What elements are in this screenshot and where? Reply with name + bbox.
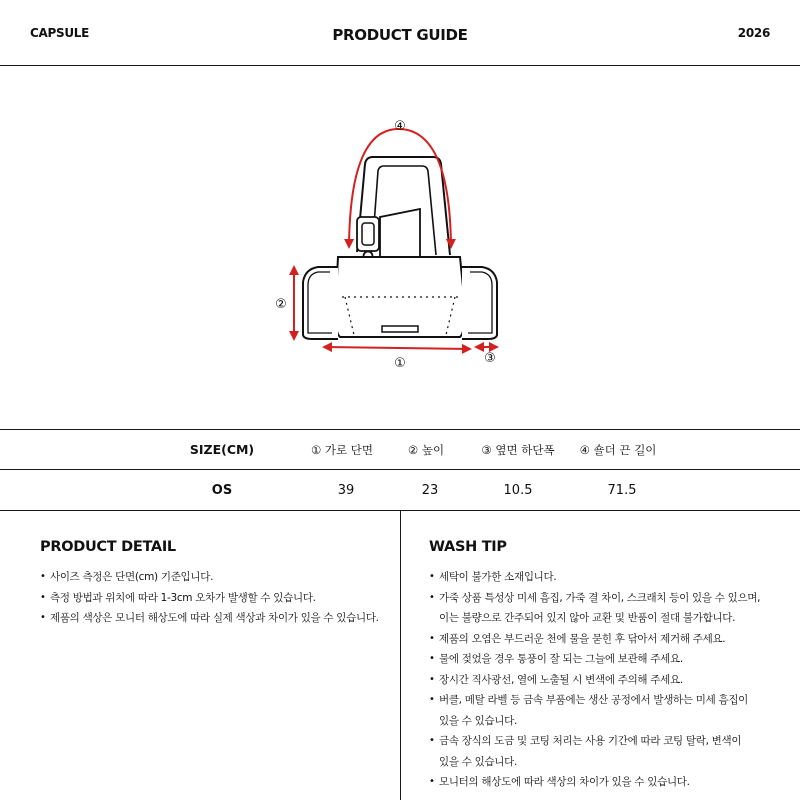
product-detail-title: PRODUCT DETAIL	[40, 539, 176, 555]
list-item-text: • 물에 젖었을 경우 통풍이 잘 되는 그늘에 보관해 주세요.	[439, 653, 683, 665]
marker-width: ①	[394, 356, 406, 371]
list-item	[429, 670, 789, 691]
list-item-text: • 금속 장식의 도금 및 코팅 처리는 사용 기간에 따라 코팅 탈락, 변색이	[439, 735, 742, 747]
list-item-text: • 제품의 색상은 모니터 해상도에 따라 실제 색상과 차이가 있을 수 있습니다.	[50, 612, 379, 624]
marker-strap: ④	[394, 119, 406, 134]
product-detail-section	[40, 539, 390, 629]
list-item-text: 있을 수 있습니다.	[439, 714, 518, 727]
product-detail-list	[40, 567, 390, 629]
bag-illustration	[0, 67, 800, 429]
product-diagram	[0, 67, 800, 429]
wash-tip-list	[429, 567, 789, 793]
list-item-text: • 가죽 상품 특성상 미세 흠집, 가죽 결 차이, 스크래치 등이 있을 수 있으며,	[439, 591, 761, 604]
list-item	[429, 772, 789, 793]
list-item	[40, 588, 390, 609]
list-item	[429, 731, 789, 772]
brand-name: CAPSULE	[30, 26, 90, 40]
row-cell-size: OS	[211, 483, 233, 498]
list-item-text: • 장시간 직사광선, 열에 노출될 시 변색에 주의해 주세요.	[439, 673, 683, 686]
header-cell-size: SIZE(CM)	[189, 442, 255, 457]
page-header	[0, 0, 800, 66]
wash-tip-section	[429, 539, 789, 793]
list-item	[40, 608, 390, 629]
list-item-text: • 제품의 오염은 부드러운 천에 물을 묻힌 후 닦아서 제거해 주세요.	[439, 632, 726, 645]
list-item	[429, 690, 789, 731]
info-section	[0, 511, 800, 800]
marker-depth: ③	[484, 351, 496, 366]
vertical-divider	[400, 511, 401, 800]
row-cell-height: 23	[421, 483, 439, 498]
list-item-text: • 버클, 메탈 라벨 등 금속 부품에는 생산 공정에서 발생하는 미세 흠집이	[439, 694, 749, 706]
list-item	[429, 588, 789, 629]
list-item-text: • 측정 방법과 위치에 따라 1-3cm 오차가 발생할 수 있습니다.	[50, 591, 316, 604]
size-table	[0, 429, 800, 511]
header-cell-height: ② 높이	[407, 443, 445, 457]
season-year: 2026	[737, 26, 770, 40]
list-item	[429, 567, 789, 588]
row-cell-width: 39	[337, 483, 355, 498]
list-item-text: • 모니터의 해상도에 따라 색상의 차이가 있을 수 있습니다.	[439, 776, 690, 788]
header-cell-strap: ④ 숄더 끈 길이	[579, 443, 657, 457]
list-item-text: 있을 수 있습니다.	[439, 755, 518, 768]
header-cell-width: ① 가로 단면	[310, 443, 374, 457]
table-row	[0, 471, 800, 511]
size-table-header	[0, 430, 800, 470]
list-item	[429, 629, 789, 650]
list-item-text: • 사이즈 측정은 단면(cm) 기준입니다.	[50, 571, 214, 583]
row-cell-depth: 10.5	[503, 483, 533, 498]
list-item	[429, 649, 789, 670]
marker-height: ②	[275, 297, 287, 312]
page-title: PRODUCT GUIDE	[332, 26, 468, 44]
header-cell-depth: ③ 옆면 하단폭	[481, 443, 555, 457]
list-item	[40, 567, 390, 588]
list-item-text: 이는 불량으로 간주되어 있지 않아 교환 및 반품이 절대 불가합니다.	[439, 612, 736, 624]
list-item-text: • 세탁이 불가한 소재입니다.	[439, 571, 557, 583]
wash-tip-title: WASH TIP	[429, 539, 507, 555]
row-cell-strap: 71.5	[607, 483, 637, 498]
